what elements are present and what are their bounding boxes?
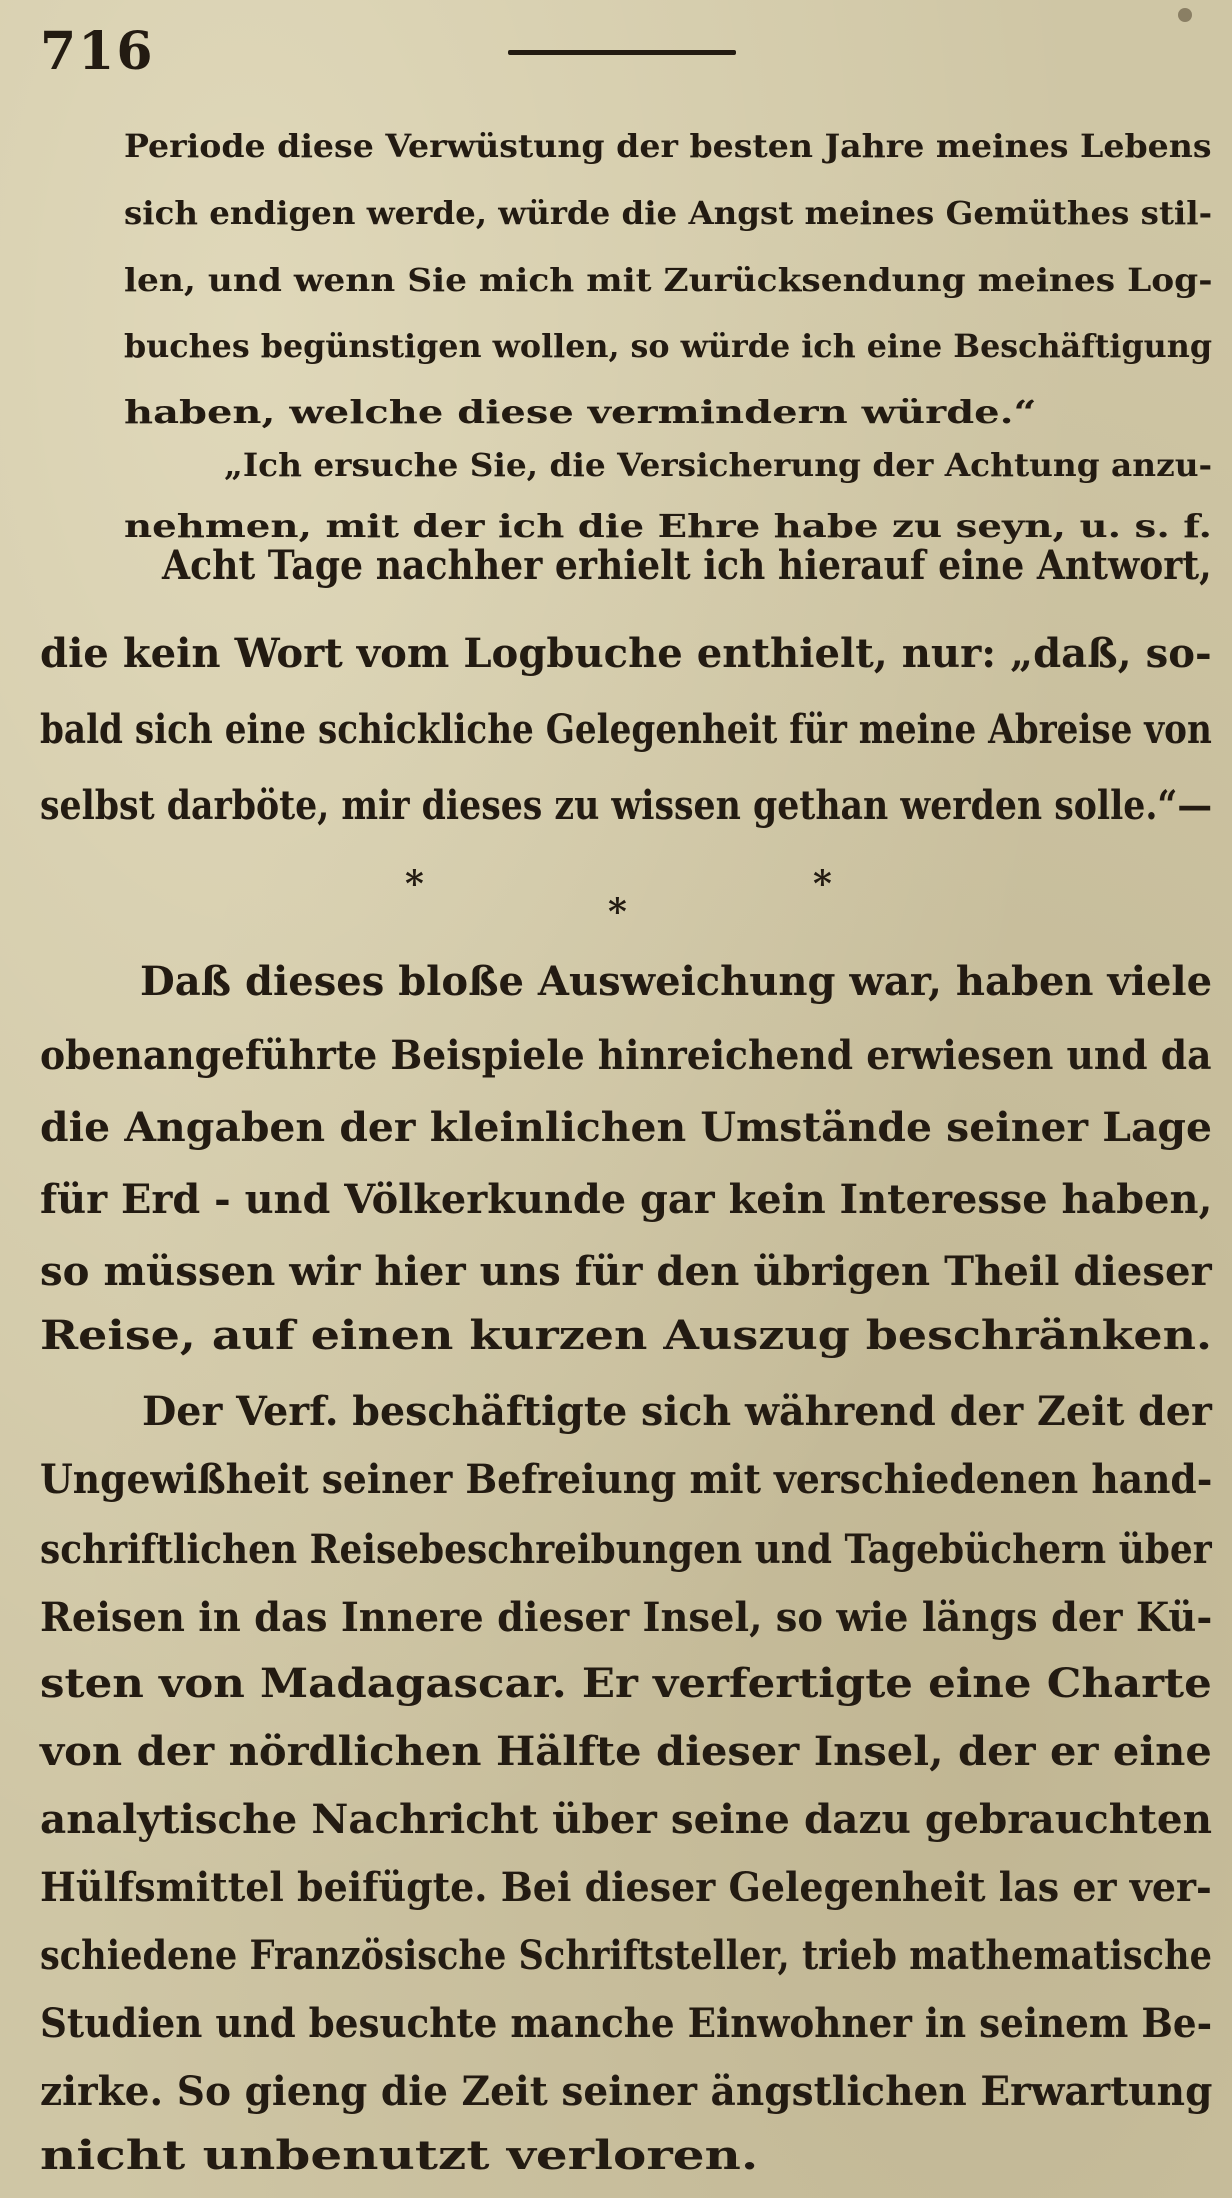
text-line: Periode diese Verwüstung der besten Jahre meines Lebens: [124, 127, 1212, 165]
text-line: Hülfsmittel beifügte. Bei dieser Gelegenheit las er ver-: [40, 1864, 1212, 1911]
text-line: len, und wenn Sie mich mit Zurücksendung meines Log-: [124, 261, 1213, 299]
text-line: obenangeführte Beispiele hinreichend erwiesen und da: [40, 1032, 1212, 1079]
text-line: nicht unbenutzt verloren.: [40, 2132, 759, 2179]
text-line: selbst darböte, mir dieses zu wissen gethan werden solle.“—: [40, 782, 1213, 829]
text-line: Acht Tage nachher erhielt ich hierauf eine Antwort,: [162, 542, 1212, 589]
text-line: Daß dieses bloße Ausweichung war, haben viele: [140, 958, 1213, 1005]
text-line: „Ich ersuche Sie, die Versicherung der Achtung anzu-: [224, 446, 1213, 484]
text-line: Studien und besuchte manche Einwohner in seinem Be-: [40, 2000, 1213, 2047]
text-line: bald sich eine schickliche Gelegenheit für meine Abreise von: [40, 706, 1212, 753]
text-line: Reisen in das Innere dieser Insel, so wie längs der Kü-: [40, 1594, 1213, 1641]
text-line: haben, welche diese vermindern würde.“: [124, 393, 1037, 431]
text-line: so müssen wir hier uns für den übrigen Theil dieser: [40, 1248, 1212, 1295]
text-line: von der nördlichen Hälfte dieser Insel, der er eine: [40, 1728, 1212, 1775]
text-line: buches begünstigen wollen, so würde ich eine Beschäftigung: [124, 327, 1213, 365]
text-line: für Erd - und Völkerkunde gar kein Interesse haben,: [40, 1176, 1213, 1223]
page-number: 716: [40, 21, 155, 82]
text-line: Ungewißheit seiner Befreiung mit verschiedenen hand-: [40, 1456, 1213, 1503]
ink-spot: [1178, 8, 1192, 22]
text-line: schriftlichen Reisebeschreibungen und Tagebüchern über: [40, 1526, 1212, 1573]
header-rule: [508, 50, 736, 55]
text-line: nehmen, mit der ich die Ehre habe zu seyn, u. s. f.: [124, 507, 1212, 545]
text-line: analytische Nachricht über seine dazu gebrauchten: [40, 1796, 1213, 1843]
text-line: zirke. So gieng die Zeit seiner ängstlichen Erwartung: [40, 2068, 1213, 2115]
text-line: Der Verf. beschäftigte sich während der Zeit der: [142, 1388, 1212, 1435]
text-line: sich endigen werde, würde die Angst meines Gemüthes stil-: [124, 194, 1213, 232]
asterisk: *: [405, 863, 424, 905]
text-line: Reise, auf einen kurzen Auszug beschränken.: [40, 1312, 1213, 1359]
text-line: schiedene Französische Schriftsteller, trieb mathematische: [40, 1932, 1212, 1979]
text-line: sten von Madagascar. Er verfertigte eine Charte: [40, 1660, 1212, 1707]
asterisk: *: [813, 863, 832, 905]
text-line: die Angaben der kleinlichen Umstände seiner Lage: [40, 1104, 1213, 1151]
asterisk: *: [608, 891, 627, 933]
text-line: die kein Wort vom Logbuche enthielt, nur: „daß, so-: [40, 630, 1212, 677]
